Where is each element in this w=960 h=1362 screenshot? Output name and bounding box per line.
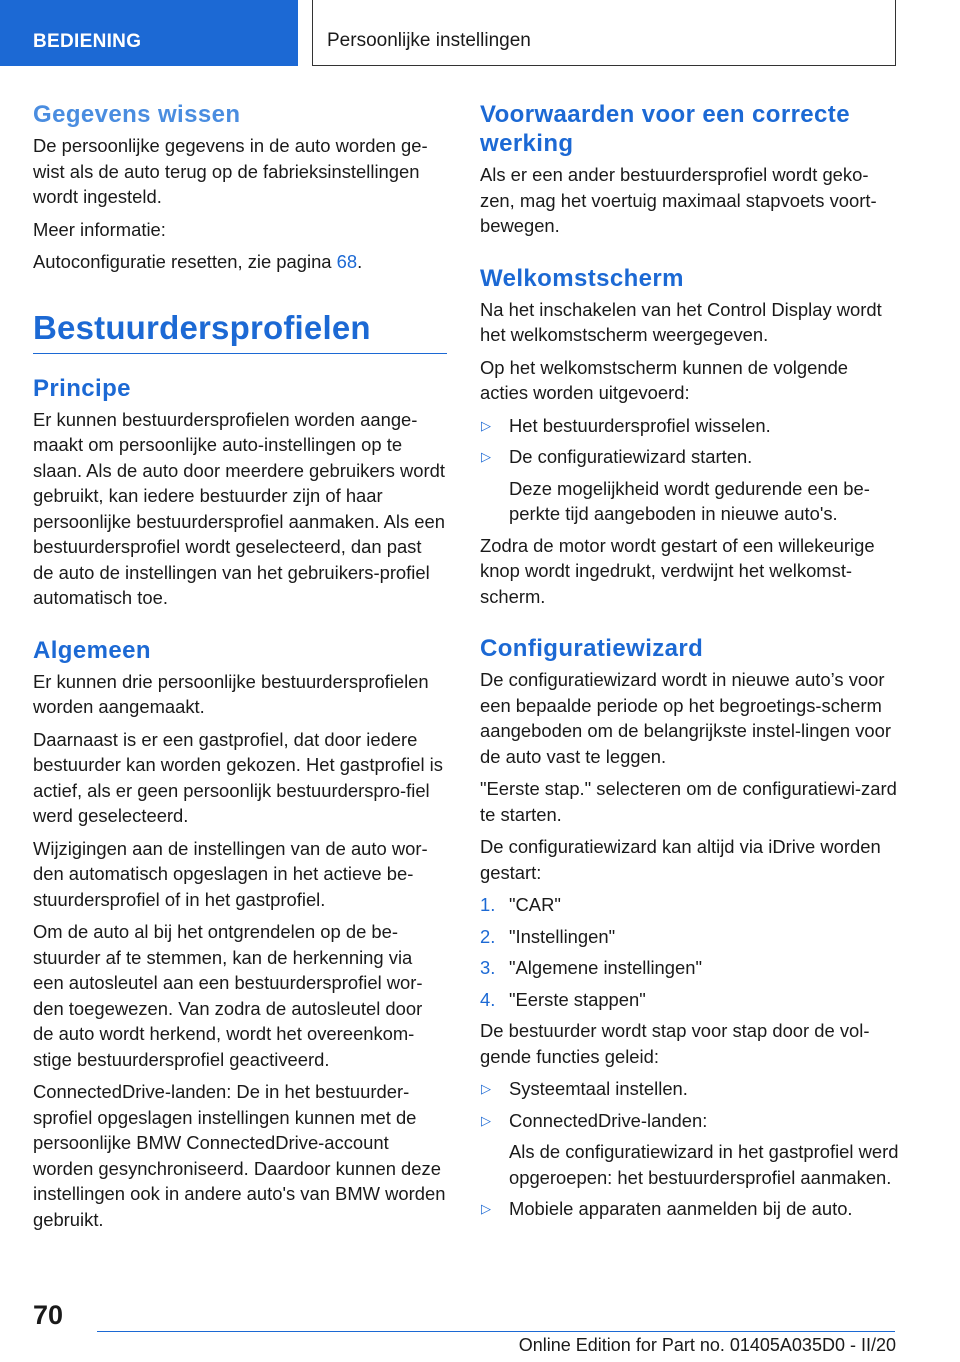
function-list (480, 1076, 900, 1222)
step-number: 2. (480, 925, 496, 947)
step-number: 3. (480, 957, 496, 978)
heading-welkomstscherm: Welkomstscherm (480, 264, 684, 292)
step-number: 4. (480, 988, 496, 1010)
paragraph: Daarnaast is er een gastprofiel, dat door iedere bestuurder kan worden gekozen. Het gastprofiel is actief, als er geen persoonlijk bestuurderspro-fiel werd geselecteerd. (33, 728, 443, 826)
paragraph: De persoonlijke gegevens in de auto worden ge-wist als de auto terug op de fabrieksinstellingen wordt ingesteld. (33, 135, 428, 207)
triangle-bullet-icon: ▷ (481, 1112, 491, 1128)
list-item: 3. "Algemene instellingen" (480, 955, 900, 981)
section-tab (0, 0, 298, 66)
heading-gegevens-wissen: Gegevens wissen (33, 101, 241, 128)
paragraph: Meer informatie: (33, 218, 166, 240)
paragraph: "Eerste stap." selecteren om de configuratiewi-zard te starten. (480, 778, 897, 825)
topic-label: Persoonlijke instellingen (327, 30, 531, 51)
paragraph: Zodra de motor wordt gestart of een willekeurige knop wordt ingedrukt, verdwijnt het welkomst-scherm. (480, 534, 875, 607)
reference-end: . (357, 251, 363, 272)
heading-algemeen: Algemeen (33, 636, 151, 664)
left-column (33, 100, 447, 1239)
triangle-bullet-icon: ▷ (481, 417, 491, 433)
right-column (480, 100, 900, 1228)
triangle-bullet-icon: ▷ (481, 449, 491, 464)
paragraph: Als er een ander bestuurdersprofiel wordt geko-zen, mag het voertuig maximaal stapvoets voort-bewegen. (480, 164, 877, 236)
heading-bestuurdersprofielen: Bestuurdersprofielen (33, 308, 371, 346)
paragraph: Wijzigingen aan de instellingen van de auto wor-den automatisch opgeslagen in het actieve be-stuurdersprofiel of in het gastprofiel. (33, 837, 428, 910)
paragraph: De configuratiewizard wordt in nieuwe auto’s voor een bepaalde periode op het begroetings-scherm aangeboden om de belangrijkste instel-lingen voor de auto vast te leggen. (480, 669, 891, 767)
list-item: ▷ Systeemtaal instellen. (480, 1076, 900, 1102)
section-label: BEDIENING (33, 31, 142, 52)
list-item: ▷ Mobiele apparaten aanmelden bij de auto. (480, 1196, 900, 1222)
footer-divider (97, 1331, 895, 1332)
list-item-note: Als de configuratiewizard in het gastprofiel werd opgeroepen: het bestuurdersprofiel aanmaken. (509, 1141, 899, 1188)
heading-principe: Principe (33, 374, 131, 402)
heading-voorwaarden: Voorwaarden voor een correcte werking (480, 101, 850, 157)
heading-divider (33, 353, 447, 354)
list-item: 1. "CAR" (480, 892, 900, 918)
paragraph: De configuratiewizard kan altijd via iDrive worden gestart: (480, 836, 881, 883)
paragraph: Op het welkomstscherm kunnen de volgende acties worden uitgevoerd: (480, 356, 849, 403)
paragraph: Om de auto al bij het ontgrendelen op de be-stuurder af te stemmen, kan de herkenning via een autosleutel aan een bestuurdersprofiel wor-den toegewezen. Van zodra de autosleutel door de auto wordt herkend, wordt het overeenkom-stige bestuurdersprofiel geactiveerd. (33, 921, 423, 1070)
list-item: 2. "Instellingen" (480, 924, 900, 950)
page-number: 70 (33, 1300, 64, 1330)
paragraph: Er kunnen drie persoonlijke bestuurdersprofielen worden aangemaakt. (33, 670, 429, 717)
paragraph-reference (33, 249, 447, 275)
topic-header (312, 0, 896, 66)
action-list (480, 413, 900, 527)
list-item: ▷ De configuratiewizard starten. Deze mogelijkheid wordt gedurende een be-perkte tijd aangeboden in nieuwe auto's. (480, 444, 900, 527)
step-number: 1. (480, 894, 496, 915)
footer-edition: Online Edition for Part no. 01405A035D0 - II/20 (518, 1335, 896, 1355)
triangle-bullet-icon: ▷ (481, 1201, 491, 1216)
triangle-bullet-icon: ▷ (481, 1081, 491, 1096)
list-item: 4. "Eerste stappen" (480, 987, 900, 1013)
paragraph: Na het inschakelen van het Control Display wordt het welkomstscherm weergegeven. (480, 298, 882, 345)
heading-configuratiewizard: Configuratiewizard (480, 635, 704, 662)
list-item: ▷ Het bestuurdersprofiel wisselen. (480, 413, 900, 439)
list-item-note: Deze mogelijkheid wordt gedurende een be-perkte tijd aangeboden in nieuwe auto's. (509, 477, 870, 524)
paragraph: ConnectedDrive-landen: De in het bestuurder-sprofiel opgeslagen instellingen kunnen met de persoonlijke BMW ConnectedDrive-account worden gesynchroniseerd. Daardoor kunnen deze instellingen ook in andere auto's van BMW worden gebruikt. (33, 1081, 446, 1230)
paragraph: De bestuurder wordt stap voor stap door de vol-gende functies geleid: (480, 1020, 870, 1067)
step-list (480, 892, 900, 1012)
paragraph: Er kunnen bestuurdersprofielen worden aange-maakt om persoonlijke auto-instellingen op te slaan. Als de auto door meerdere gebruikers wordt gebruikt, kan iedere bestuurder zijn of haar persoonlijke bestuurdersprofiel aanmaken. Als een bestuurdersprofiel wordt geselecteerd, dan past de auto de instellingen van het gebruikers-profiel automatisch toe. (33, 408, 445, 608)
list-item: ▷ ConnectedDrive-landen: Als de configuratiewizard in het gastprofiel werd opgeroepen: het bestuurdersprofiel aanmaken. (480, 1108, 900, 1191)
page-link[interactable]: 68 (336, 251, 358, 272)
reference-text: Autoconfiguratie resetten, zie pagina (33, 251, 337, 272)
